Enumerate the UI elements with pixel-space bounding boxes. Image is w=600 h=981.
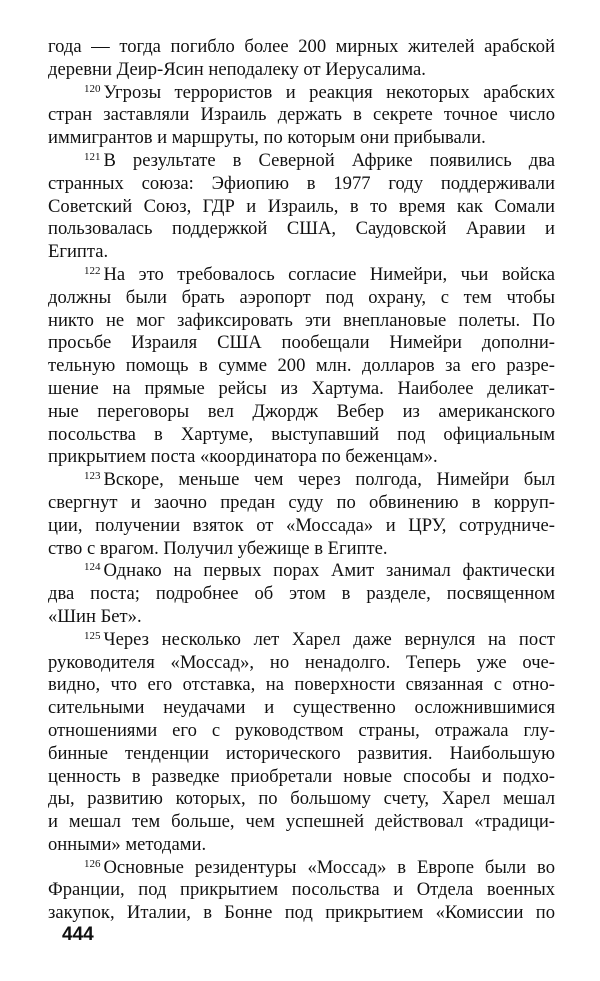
text-line-content: Вскоре, меньше чем через полгода, Нимейри был xyxy=(103,469,555,491)
text-line: сительными неудачами и существенно осложнившимися xyxy=(48,697,555,719)
text-line: должны были брать аэропорт под охрану, с тем чтобы xyxy=(48,286,555,308)
footnote-number: 122 xyxy=(84,264,101,277)
text-line-content: Основные резидентуры «Моссад» в Европе были во xyxy=(103,856,555,878)
text-line xyxy=(48,560,555,583)
text-line: руководителя «Моссад», но ненадолго. Теперь уже оче- xyxy=(48,651,555,673)
text-line: «Шин Бет». xyxy=(48,605,142,627)
text-line-content: На это требовалось согласие Нимейри, чьи войска xyxy=(103,263,555,285)
text-line xyxy=(48,150,555,173)
text-line: ды, развитию которых, по большому счету, Харел мешал xyxy=(48,788,555,810)
footnote-number: 126 xyxy=(84,857,101,870)
text-line: никто не мог зафиксировать эти внеплановые полеты. По xyxy=(48,309,555,331)
text-line: два поста; подробнее об этом в разделе, посвященном xyxy=(48,583,555,605)
footnote-number: 121 xyxy=(84,150,101,163)
text-line xyxy=(48,82,555,105)
footnote-122 xyxy=(48,264,555,469)
footnote-125 xyxy=(48,629,555,857)
text-line: ство с врагом. Получил убежище в Египте. xyxy=(48,537,388,559)
footnote-number: 120 xyxy=(84,82,101,95)
paragraph-continued xyxy=(48,36,555,82)
text-line: и мешал тем больше, чем успешней действовал «традици- xyxy=(48,811,555,833)
page-number: 444 xyxy=(62,924,94,945)
text-line: стран заставляли Израиль держать в секрете точное число xyxy=(48,104,555,126)
footnote-120 xyxy=(48,82,555,150)
footnote-number: 125 xyxy=(84,629,101,642)
footnote-number: 123 xyxy=(84,470,101,483)
footnote-123 xyxy=(48,469,555,560)
footnote-126 xyxy=(48,857,555,925)
footnote-124 xyxy=(48,560,555,628)
text-line: иммигрантов и маршруты, по которым они прибывали. xyxy=(48,127,486,149)
text-line: свергнут и заочно предан суду по обвинению в корруп- xyxy=(48,491,555,513)
text-line: просьбе Израиля США пообещали Нимейри дополни- xyxy=(48,332,555,354)
text-line: деревни Деир-Ясин неподалеку от Иерусалима. xyxy=(48,58,426,80)
text-line xyxy=(48,857,555,880)
footnote-121 xyxy=(48,150,555,264)
text-line: посольства в Хартуме, выступавший под официальным xyxy=(48,423,555,445)
text-line xyxy=(48,264,555,287)
text-line-content: Однако на первых порах Амит занимал фактически xyxy=(103,560,555,582)
footnote-number: 124 xyxy=(84,561,101,574)
text-line xyxy=(48,469,555,492)
footnotes-text xyxy=(48,36,555,925)
text-line-content: В результате в Северной Африке появились два xyxy=(103,149,555,171)
text-line: шение на прямые рейсы из Хартума. Наиболее деликат- xyxy=(48,377,555,399)
text-line: года — тогда погибло более 200 мирных жителей арабской xyxy=(48,36,555,57)
text-line: отношениями его с руководством страны, отражала глу- xyxy=(48,719,555,741)
text-line: ные переговоры вел Джордж Вебер из американского xyxy=(48,400,555,422)
text-line: пользовалась поддержкой США, Саудовской Аравии и xyxy=(48,218,555,240)
text-line: бинные тенденции исторического развития. Наибольшую xyxy=(48,742,555,764)
text-line: видно, что его отставка, на поверхности связанная с отно- xyxy=(48,674,555,696)
text-line: онными» методами. xyxy=(48,833,207,855)
text-line: прикрытием поста «координатора по беженцам». xyxy=(48,446,438,468)
text-line: закупок, Италии, в Бонне под прикрытием «Комиссии по xyxy=(48,902,555,924)
text-line: тельную помощь в сумме 200 млн. долларов за его разре- xyxy=(48,355,555,377)
text-line: Советский Союз, ГДР и Израиль, в то время как Сомали xyxy=(48,195,555,217)
text-line xyxy=(48,629,555,652)
text-line: ции, получении взяток от «Моссада» и ЦРУ, сотрудниче- xyxy=(48,514,555,536)
text-line: Египта. xyxy=(48,241,109,263)
text-line-content: Угрозы террористов и реакция некоторых арабских xyxy=(103,81,555,103)
text-line: ценность в разведке приобретали новые способы и подхо- xyxy=(48,765,555,787)
text-line: Франции, под прикрытием посольства и Отдела военных xyxy=(48,879,555,901)
text-line-content: Через несколько лет Харел даже вернулся на пост xyxy=(103,628,555,650)
text-line: странных союза: Эфиопию в 1977 году поддерживали xyxy=(48,172,555,194)
